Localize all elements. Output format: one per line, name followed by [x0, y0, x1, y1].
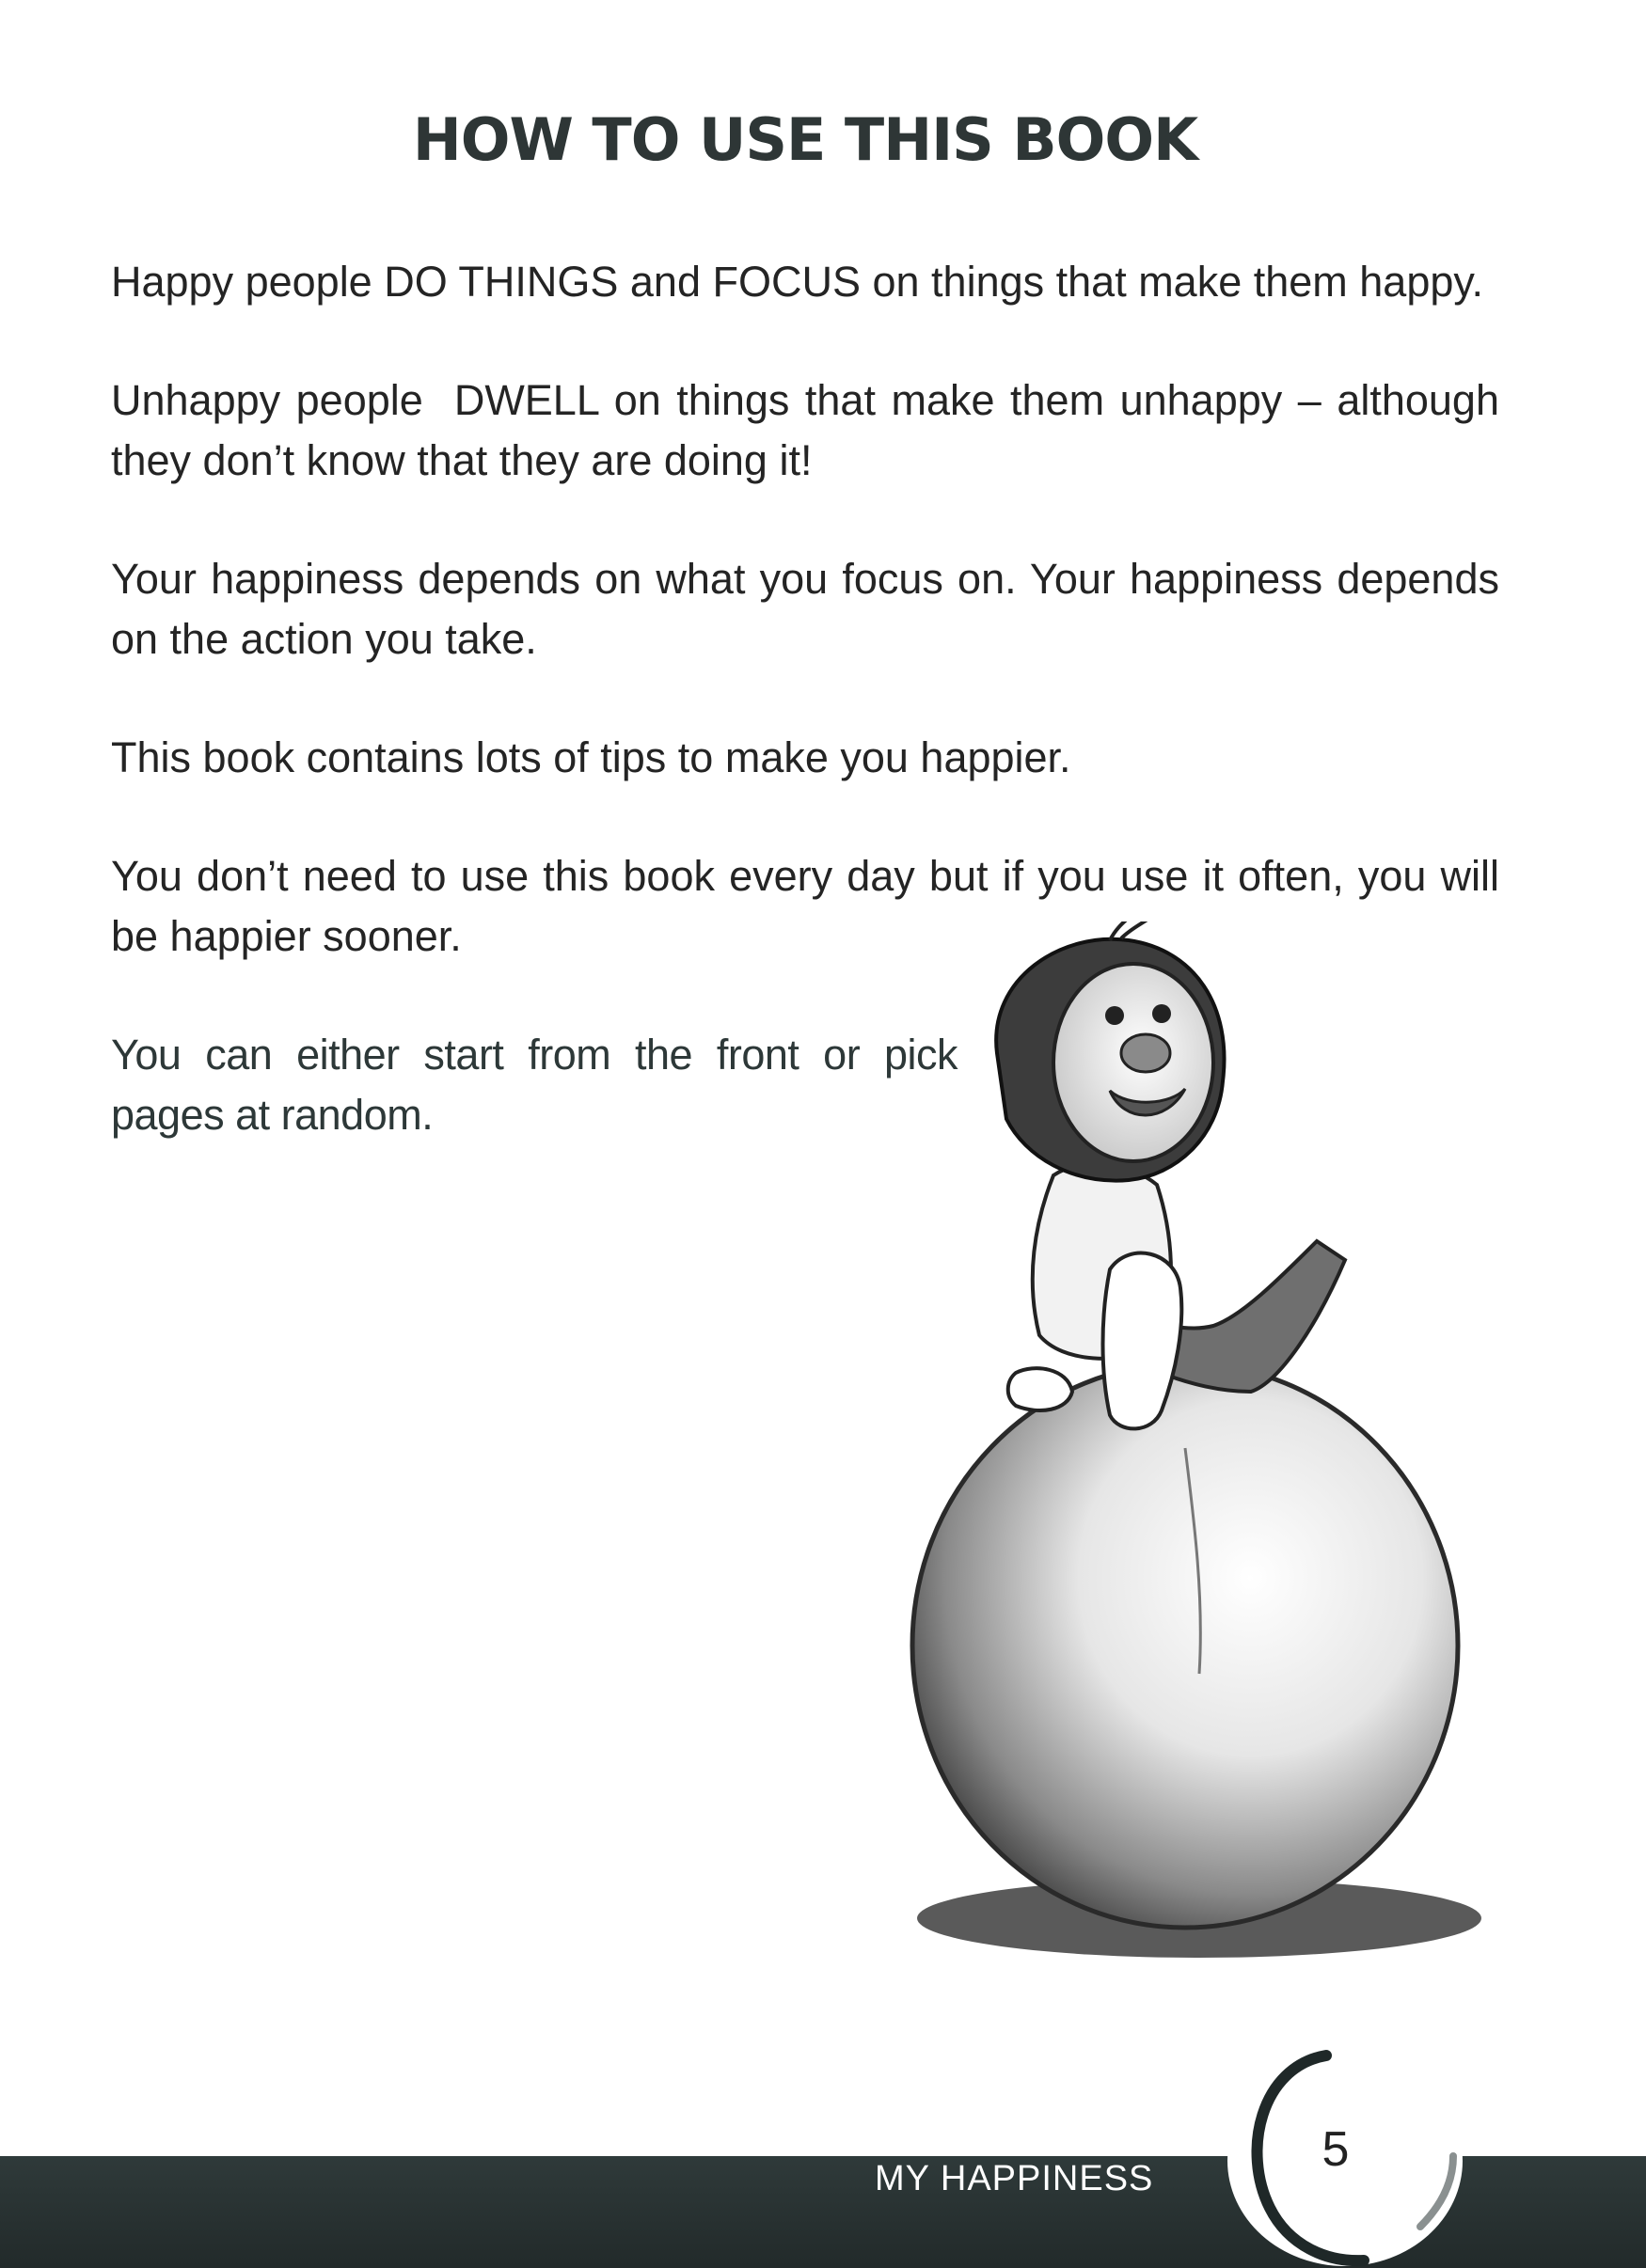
paragraph-happiness-depends: Your happiness depends on what you focus on. Your happiness depends on the action you take.	[111, 555, 1511, 663]
paragraph-book-contains: This book contains lots of tips to make you happier.	[111, 733, 1071, 781]
page-title: HOW TO USE THIS BOOK	[412, 105, 1198, 174]
page-number: 5	[1322, 2122, 1350, 2177]
paragraph-unhappy-people: Unhappy people DWELL on things that make them unhappy – although they don’t know that they are doing it!	[111, 376, 1511, 484]
paragraph-happy-people: Happy people DO THINGS and FOCUS on things that make them happy.	[111, 258, 1484, 306]
child-sitting-on-ball-illustration	[875, 921, 1514, 1965]
paragraph-start-or-random: You can either start from the front or pick pages at random.	[111, 1031, 970, 1139]
paragraph-use-often: You don’t need to use this book every day but if you use it often, you will be happier sooner.	[111, 852, 1511, 960]
footer-label: MY HAPPINESS	[875, 2159, 1154, 2198]
